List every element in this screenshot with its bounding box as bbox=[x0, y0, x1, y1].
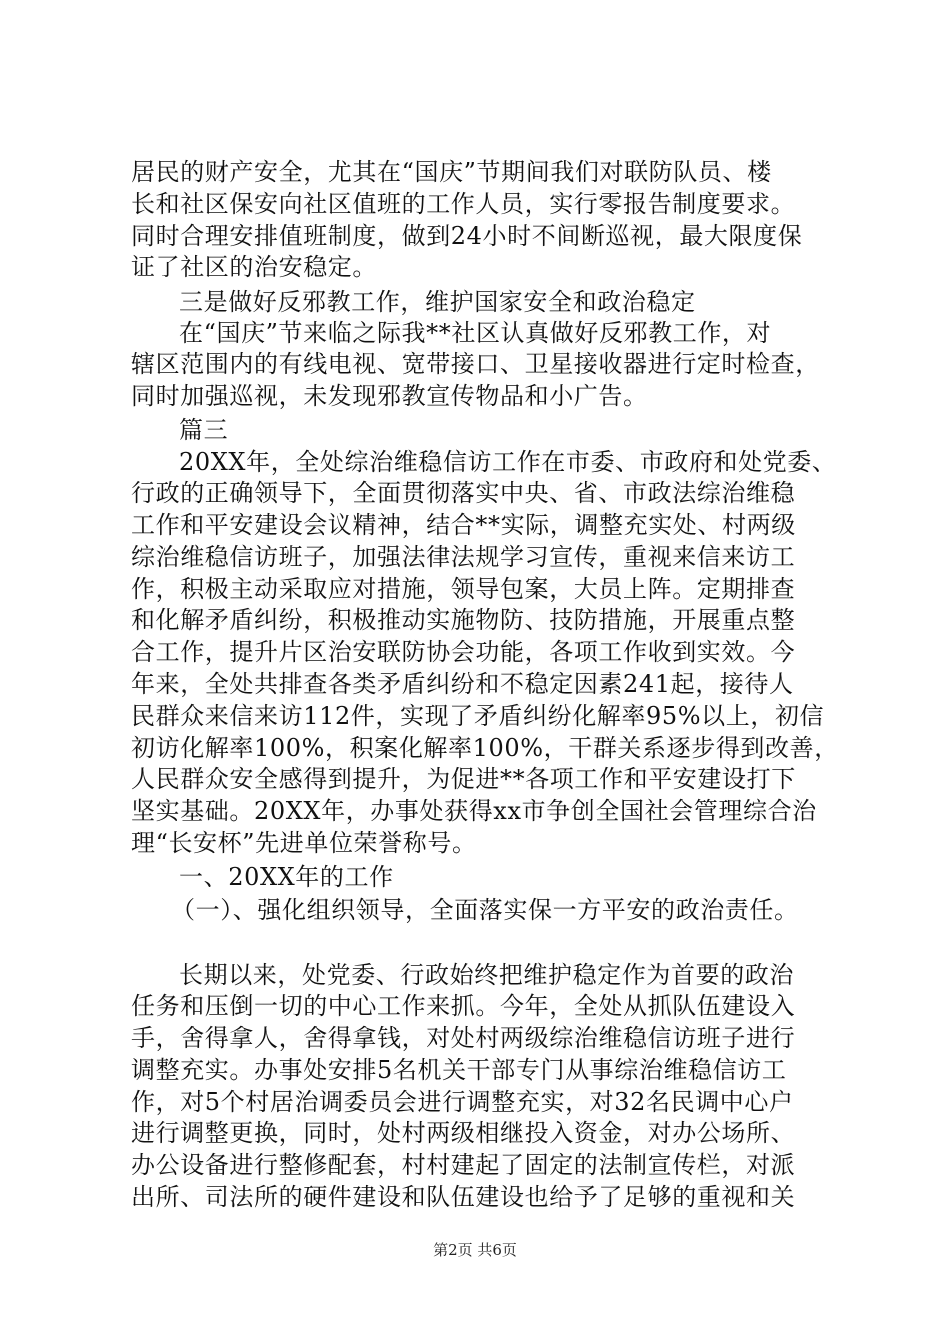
text-line: 年来，全处共排查各类矛盾纠纷和不稳定因素241起，接待人 bbox=[131, 670, 794, 699]
text-line: 调整充实。办事处安排5名机关干部专门从事综治维稳信访工 bbox=[131, 1055, 787, 1084]
text-line: 办公设备进行整修配套，村村建起了固定的法制宣传栏，对派 bbox=[131, 1151, 796, 1180]
text-line: 20XX年，全处综治维稳信访工作在市委、市政府和处党委、 bbox=[179, 447, 837, 476]
text-line: 同时合理安排值班制度，做到24小时不间断巡视，最大限度保 bbox=[131, 221, 803, 250]
text-line: 任务和压倒一切的中心工作来抓。今年，全处从抓队伍建设入 bbox=[131, 992, 796, 1021]
section-heading: 三是做好反邪教工作，维护国家安全和政治稳定 bbox=[179, 287, 696, 316]
text-line: 和化解矛盾纠纷，积极推动实施物防、技防措施，开展重点整 bbox=[131, 606, 796, 635]
text-line: 工作和平安建设会议精神，结合**实际，调整充实处、村两级 bbox=[131, 511, 796, 540]
text-line: 手，舍得拿人，舍得拿钱，对处村两级综治维稳信访班子进行 bbox=[131, 1024, 796, 1053]
text-line: 辖区范围内的有线电视、宽带接口、卫星接收器进行定时检查， bbox=[131, 350, 820, 379]
text-line: 行政的正确领导下，全面贯彻落实中央、省、市政法综治维稳 bbox=[131, 479, 796, 508]
text-line: 理“长安杯”先进单位荣誉称号。 bbox=[131, 828, 477, 857]
text-line: 合工作，提升片区治安联防协会功能，各项工作收到实效。今 bbox=[131, 638, 796, 667]
text-line: 在“国庆”节来临之际我**社区认真做好反邪教工作，对 bbox=[179, 318, 772, 347]
text-line: 坚实基础。20XX年，办事处获得xx市争创全国社会管理综合治 bbox=[131, 797, 817, 826]
text-line: 作，积极主动采取应对措施，领导包案，大员上阵。定期排查 bbox=[131, 574, 796, 603]
text-line: 出所、司法所的硬件建设和队伍建设也给予了足够的重视和关 bbox=[131, 1183, 796, 1211]
text-line: 证了社区的治安稳定。 bbox=[131, 253, 377, 282]
text-line: 居民的财产安全，尤其在“国庆”节期间我们对联防队员、楼 bbox=[131, 158, 772, 186]
text-line: 同时加强巡视，未发现邪教宣传物品和小广告。 bbox=[131, 382, 648, 411]
text-line: 长期以来，处党委、行政始终把维护稳定作为首要的政治 bbox=[179, 960, 794, 989]
text-line: 长和社区保安向社区值班的工作人员，实行零报告制度要求。 bbox=[131, 189, 796, 218]
text-line: 民群众来信来访112件，实现了矛盾纠纷化解率95%以上，初信 bbox=[131, 701, 825, 730]
page-number: 第2页 共6页 bbox=[433, 1241, 517, 1259]
text-line: 进行调整更换，同时，处村两级相继投入资金，对办公场所、 bbox=[131, 1119, 796, 1148]
subsection-heading: （一）、强化组织领导，全面落实保一方平安的政治责任。 bbox=[171, 896, 799, 925]
section-heading: 篇三 bbox=[179, 415, 229, 444]
text-line: 综治维稳信访班子，加强法律法规学习宣传，重视来信来访工 bbox=[131, 542, 796, 571]
text-line: 作，对5个村居治调委员会进行调整充实，对32名民调中心户 bbox=[131, 1087, 794, 1116]
section-heading: 一、20XX年的工作 bbox=[179, 862, 394, 891]
text-line: 初访化解率100%，积案化解率100%，干群关系逐步得到改善， bbox=[131, 733, 839, 762]
text-line: 人民群众安全感得到提升，为促进**各项工作和平安建设打下 bbox=[131, 765, 796, 794]
